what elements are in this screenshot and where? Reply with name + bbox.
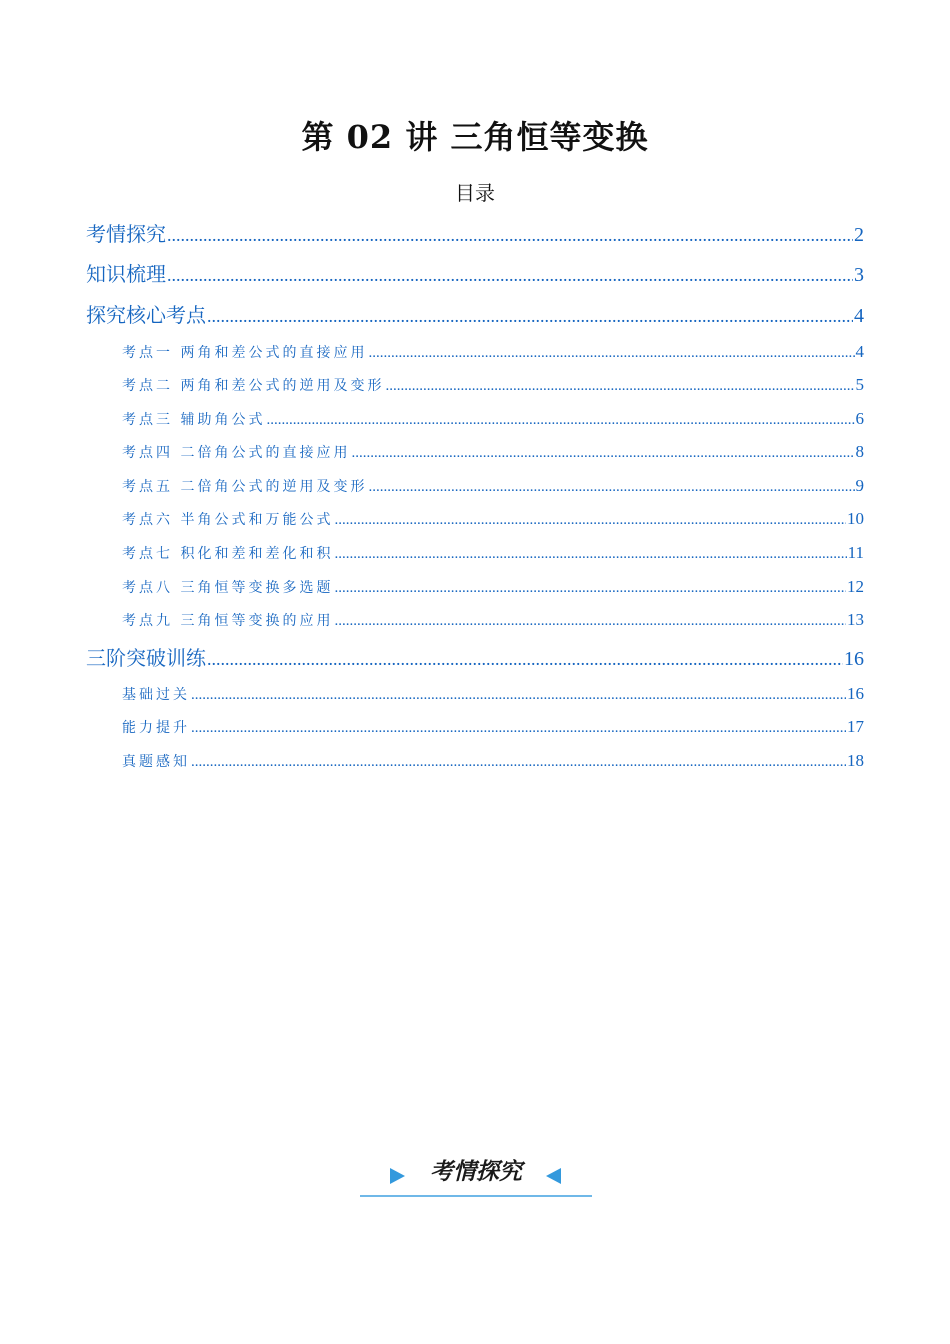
- toc-entry-label: 探究核心考点: [86, 303, 206, 327]
- toc-page-number: 4: [854, 305, 864, 327]
- toc-entry-label: 考点一 两角和差公式的直接应用: [122, 345, 368, 361]
- toc-dot-leader: [191, 684, 846, 706]
- toc-subsection-link[interactable]: [122, 683, 864, 706]
- toc-page-number: 9: [855, 476, 864, 495]
- toc-dot-leader: [334, 543, 846, 565]
- toc-subsection-link[interactable]: [122, 609, 864, 632]
- toc-page-number: 17: [847, 717, 864, 736]
- toc-subsection-link[interactable]: [122, 542, 864, 565]
- toc-subsection-link[interactable]: [122, 475, 864, 498]
- toc-dot-leader: [368, 476, 854, 498]
- toc-dot-leader: [167, 221, 853, 249]
- toc-entry-label: 考点二 两角和差公式的逆用及变形: [122, 378, 385, 394]
- section-banner-underline: [360, 1195, 592, 1197]
- section-banner-title: 考情探究: [430, 1159, 522, 1185]
- toc-dot-leader: [334, 610, 846, 632]
- toc-subsection-link[interactable]: [122, 408, 864, 431]
- toc-entry-label: 真题感知: [122, 754, 190, 770]
- toc-dot-leader: [191, 751, 846, 773]
- toc-page-number: 8: [855, 442, 864, 461]
- toc-section-link[interactable]: [86, 644, 864, 673]
- toc-page-number: 13: [847, 610, 864, 629]
- toc-subsection-link[interactable]: [122, 716, 864, 739]
- toc-page-number: 11: [847, 543, 864, 562]
- toc-page-number: 10: [847, 509, 864, 528]
- toc-subsection-link[interactable]: [122, 341, 864, 364]
- toc-entry-label: 基础过关: [122, 687, 190, 703]
- toc-dot-leader: [368, 342, 854, 364]
- toc-page-number: 16: [847, 684, 864, 703]
- toc-page-number: 12: [847, 577, 864, 596]
- toc-dot-leader: [334, 577, 846, 599]
- toc-page-number: 18: [847, 751, 864, 770]
- toc-entry-label: 考点九 三角恒等变换的应用: [122, 613, 334, 629]
- toc-entry-label: 考点五 二倍角公式的逆用及变形: [122, 479, 368, 495]
- toc-entry-label: 考点七 积化和差和差化和积: [122, 546, 334, 562]
- toc-dot-leader: [351, 442, 854, 464]
- toc-entry-label: 考点六 半角公式和万能公式: [122, 512, 334, 528]
- toc-subsection-link[interactable]: [122, 441, 864, 464]
- toc-page-number: 2: [854, 224, 864, 246]
- toc-dot-leader: [266, 409, 854, 431]
- toc-entry-label: 考点八 三角恒等变换多选题: [122, 580, 334, 596]
- toc-dot-leader: [207, 302, 853, 330]
- toc-entry-label: 能力提升: [122, 720, 190, 736]
- toc-section-link[interactable]: [86, 260, 864, 289]
- toc-entry-label: 考情探究: [86, 222, 166, 246]
- page-title: 第 02 讲 三角恒等变换: [301, 118, 649, 156]
- toc-subsection-link[interactable]: [122, 750, 864, 773]
- toc-dot-leader: [207, 645, 843, 673]
- toc-entry-label: 考点三 辅助角公式: [122, 412, 266, 428]
- section-banner: [360, 1152, 592, 1198]
- toc-dot-leader: [385, 375, 854, 397]
- toc-page-number: 4: [855, 342, 864, 361]
- toc-section-link[interactable]: [86, 220, 864, 249]
- toc-subsection-link[interactable]: [122, 508, 864, 531]
- toc-dot-leader: [334, 509, 846, 531]
- toc-heading: 目录: [455, 181, 495, 205]
- toc-entry-label: 考点四 二倍角公式的直接应用: [122, 445, 351, 461]
- toc-section-link[interactable]: [86, 301, 864, 330]
- triangle-left-icon: [546, 1168, 561, 1184]
- toc-dot-leader: [191, 717, 846, 739]
- toc-page-number: 6: [855, 409, 864, 428]
- toc-entry-label: 三阶突破训练: [86, 646, 206, 670]
- toc-subsection-link[interactable]: [122, 576, 864, 599]
- toc-page-number: 16: [844, 648, 864, 670]
- toc-subsection-link[interactable]: [122, 374, 864, 397]
- toc-dot-leader: [167, 261, 853, 289]
- toc-page-number: 5: [855, 375, 864, 394]
- toc-page-number: 3: [854, 264, 864, 286]
- toc-entry-label: 知识梳理: [86, 262, 166, 286]
